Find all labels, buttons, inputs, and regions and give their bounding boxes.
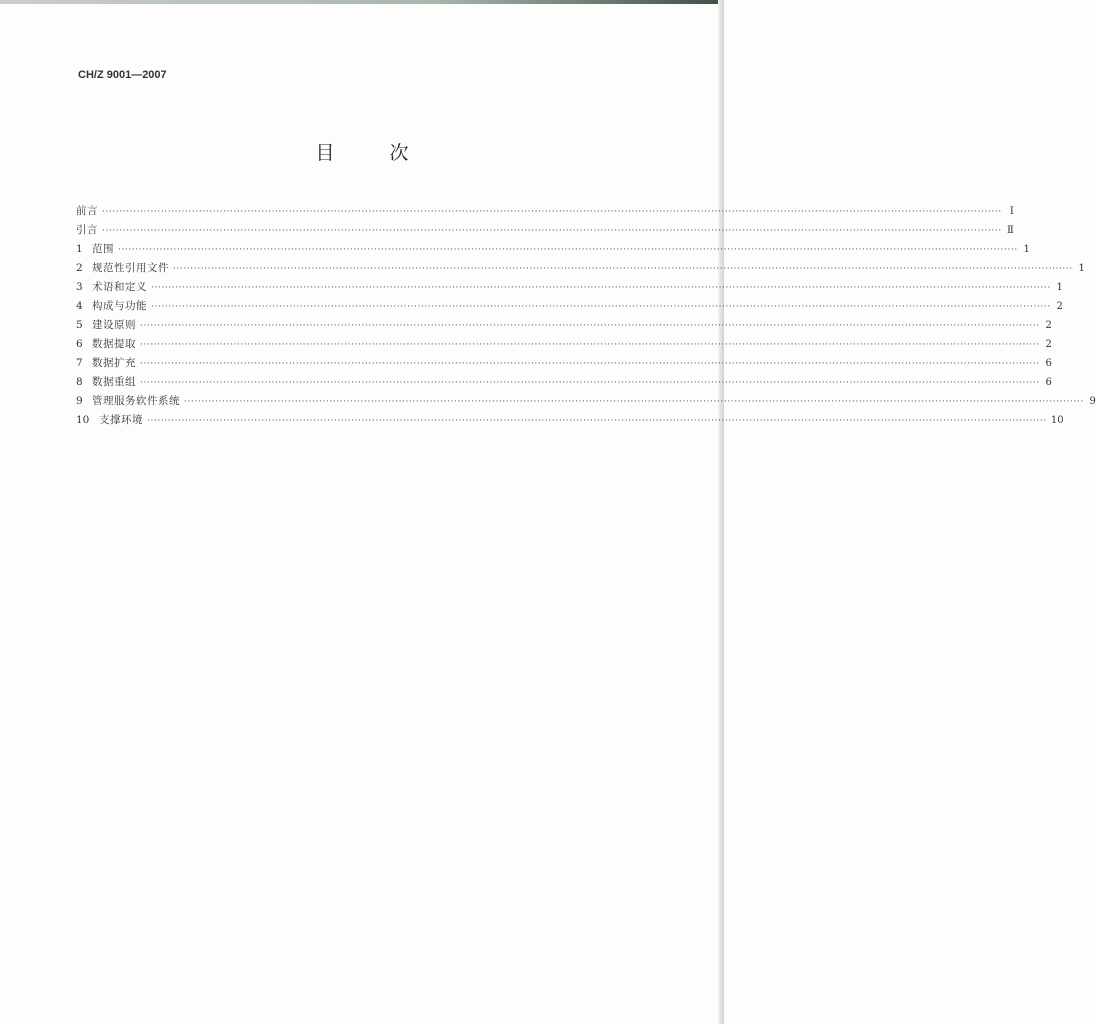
- toc-entry-label: 建设原则: [92, 319, 136, 331]
- toc-entry[interactable]: [76, 412, 1064, 431]
- toc-entry-number: 7: [76, 357, 83, 369]
- toc-entry-page: 1: [1078, 263, 1085, 274]
- toc-entry-label: 范围: [92, 243, 114, 255]
- toc-entry-page: 6: [1045, 377, 1052, 388]
- toc-entry-label: 数据提取: [92, 338, 136, 350]
- toc-entry-label: 数据扩充: [92, 357, 136, 369]
- toc-entry[interactable]: [76, 355, 1052, 374]
- toc-entry-number: 2: [76, 262, 83, 274]
- toc-entry-page: 9: [1089, 396, 1096, 407]
- toc-entry-number: 9: [76, 395, 83, 407]
- toc-entry-label: 构成与功能: [92, 300, 147, 312]
- toc-entry-page: 1: [1023, 244, 1030, 255]
- toc-dot-leader: ····································································································································································································································································: [140, 359, 1040, 369]
- scan-top-edge: [0, 0, 724, 4]
- toc-dot-leader: ····································································································································································································································································: [151, 283, 1051, 293]
- toc-entry-page: Ⅱ: [1007, 225, 1014, 236]
- toc-entry-label: 引言: [76, 224, 98, 236]
- toc-dot-leader: ····································································································································································································································································: [147, 416, 1047, 426]
- toc-dot-leader: ····································································································································································································································································: [102, 226, 1002, 236]
- toc-entry[interactable]: [76, 279, 1063, 298]
- toc-dot-leader: ····································································································································································································································································: [184, 397, 1084, 407]
- toc-entry-label: 术语和定义: [92, 281, 147, 293]
- toc-entry-page: 2: [1045, 339, 1052, 350]
- toc-entry[interactable]: [76, 336, 1052, 355]
- toc-dot-leader: ····································································································································································································································································: [102, 207, 1002, 217]
- toc-entry-page: Ⅰ: [1009, 206, 1014, 217]
- toc-entry[interactable]: [76, 393, 1096, 412]
- toc-dot-leader: ····································································································································································································································································: [140, 340, 1040, 350]
- toc-entry-label: 数据重组: [92, 376, 136, 388]
- toc-entry[interactable]: [76, 222, 1014, 241]
- toc-entry[interactable]: [76, 203, 1014, 222]
- toc-entry-label: 支撑环境: [99, 414, 143, 426]
- toc-entry-label: 规范性引用文件: [92, 262, 169, 274]
- toc-dot-leader: ····································································································································································································································································: [151, 302, 1051, 312]
- toc-entry-number: 8: [76, 376, 83, 388]
- toc-dot-leader: ····································································································································································································································································: [140, 321, 1040, 331]
- toc-entry-page: 1: [1056, 282, 1063, 293]
- toc-entry-number: 10: [76, 414, 90, 426]
- toc-entry-label: 管理服务软件系统: [92, 395, 180, 407]
- toc-entry-page: 2: [1056, 301, 1063, 312]
- toc-dot-leader: ····································································································································································································································································: [118, 245, 1018, 255]
- toc-entry[interactable]: [76, 298, 1063, 317]
- toc-dot-leader: ····································································································································································································································································: [173, 264, 1073, 274]
- toc-entry-number: 6: [76, 338, 83, 350]
- toc-entry-page: 10: [1050, 415, 1064, 426]
- toc-entry[interactable]: [76, 260, 1085, 279]
- toc-entry[interactable]: [76, 374, 1052, 393]
- table-of-contents: [76, 203, 1096, 431]
- toc-entry-number: 5: [76, 319, 83, 331]
- toc-dot-leader: ····································································································································································································································································: [140, 378, 1040, 388]
- toc-entry[interactable]: [76, 317, 1052, 336]
- toc-entry-page: 6: [1045, 358, 1052, 369]
- toc-entry-number: 4: [76, 300, 83, 312]
- standard-code: CH/Z 9001—2007: [78, 69, 167, 81]
- toc-entry-label: 前言: [76, 205, 98, 217]
- toc-entry-page: 2: [1045, 320, 1052, 331]
- toc-entry-number: 1: [76, 243, 83, 255]
- page-title: 目 次: [315, 142, 427, 164]
- toc-entry-number: 3: [76, 281, 83, 293]
- toc-entry[interactable]: [76, 241, 1030, 260]
